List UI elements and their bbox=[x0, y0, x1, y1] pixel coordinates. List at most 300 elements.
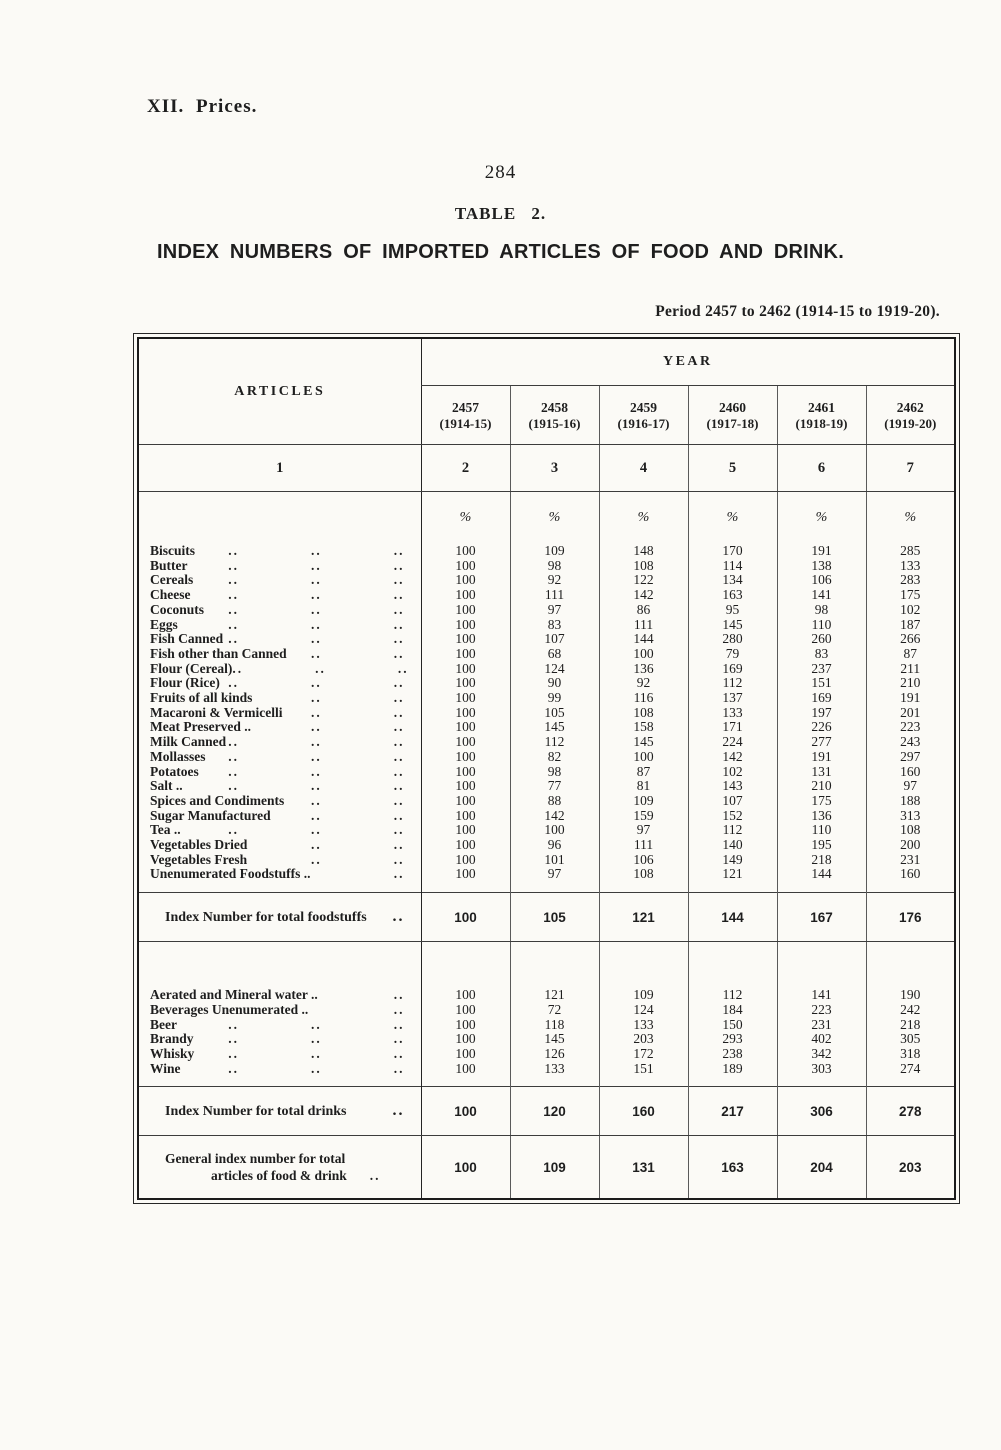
data-cell: 111 bbox=[599, 838, 688, 853]
drink-row-label-cell bbox=[138, 1032, 421, 1047]
data-cell: 97 bbox=[866, 779, 955, 794]
dot-leader: .. bbox=[228, 616, 239, 632]
year-range-label: (1916-17) bbox=[617, 415, 670, 431]
spacer-cell bbox=[421, 882, 510, 893]
article-row bbox=[138, 603, 955, 618]
dot-leader: .. bbox=[393, 987, 405, 1003]
year-period-label: 2461 bbox=[808, 399, 835, 415]
data-cell: 100 bbox=[421, 662, 510, 677]
dot-leaders bbox=[228, 1047, 420, 1062]
data-cell: 100 bbox=[421, 867, 510, 882]
dot-leaders bbox=[311, 720, 421, 735]
dot-leader: .. bbox=[228, 748, 239, 764]
data-cell: 88 bbox=[510, 794, 599, 809]
data-cell: 112 bbox=[510, 735, 599, 750]
data-cell: 95 bbox=[688, 603, 777, 618]
spacer-row bbox=[138, 1076, 955, 1087]
data-cell: 243 bbox=[866, 735, 955, 750]
article-row bbox=[138, 559, 955, 574]
article-row bbox=[138, 706, 955, 721]
article-name: Vegetables Dried bbox=[150, 837, 248, 853]
article-row bbox=[138, 573, 955, 588]
data-cell: 190 bbox=[866, 988, 955, 1003]
article-row-label-cell bbox=[138, 544, 421, 559]
data-cell: 102 bbox=[688, 765, 777, 780]
data-cell: 79 bbox=[688, 647, 777, 662]
data-cell: 122 bbox=[599, 573, 688, 588]
year-range-label: (1919-20) bbox=[884, 415, 937, 431]
article-row bbox=[138, 867, 955, 882]
table-body bbox=[138, 492, 955, 1200]
articles-column-header: ARTICLES bbox=[138, 338, 421, 445]
data-cell: 98 bbox=[510, 559, 599, 574]
data-cell: 100 bbox=[421, 750, 510, 765]
data-cell: 231 bbox=[866, 853, 955, 868]
dot-leaders bbox=[228, 765, 420, 780]
dot-leader: .. bbox=[392, 908, 405, 926]
data-cell: 100 bbox=[421, 559, 510, 574]
general-index-label-line2 bbox=[165, 1167, 421, 1184]
data-cell: 120 bbox=[510, 1087, 599, 1136]
spacer-cell bbox=[421, 1076, 510, 1087]
dot-leaders bbox=[232, 662, 424, 677]
percent-row bbox=[138, 492, 955, 545]
data-cell: 134 bbox=[688, 573, 777, 588]
data-cell: 201 bbox=[866, 706, 955, 721]
dot-leader: .. bbox=[311, 822, 322, 838]
article-row-label-cell bbox=[138, 588, 421, 603]
data-cell: 109 bbox=[510, 1136, 599, 1200]
article-row-label-cell bbox=[138, 647, 421, 662]
data-cell: 112 bbox=[688, 988, 777, 1003]
period-caption: Period 2457 to 2462 (1914-15 to 1919-20). bbox=[655, 303, 940, 320]
article-row-label-cell bbox=[138, 838, 421, 853]
table-label: TABLE 2. bbox=[454, 204, 547, 223]
data-cell: 303 bbox=[777, 1062, 866, 1077]
spacer-cell bbox=[866, 882, 955, 893]
percent-sign: % bbox=[866, 492, 955, 545]
data-cell: 160 bbox=[599, 1087, 688, 1136]
article-name: Fruits of all kinds bbox=[150, 690, 253, 706]
dot-leader: .. bbox=[311, 748, 322, 764]
data-cell: 68 bbox=[510, 647, 599, 662]
article-row-label-cell bbox=[138, 559, 421, 574]
data-cell: 92 bbox=[510, 573, 599, 588]
dot-leaders bbox=[228, 573, 420, 588]
article-name: Whisky bbox=[150, 1045, 195, 1061]
data-cell: 133 bbox=[510, 1062, 599, 1077]
data-cell: 158 bbox=[599, 720, 688, 735]
dot-leader: .. bbox=[311, 734, 322, 750]
dot-leader: .. bbox=[228, 778, 239, 794]
article-name: Milk Canned bbox=[150, 734, 227, 750]
percent-sign: % bbox=[777, 492, 866, 545]
data-cell: 97 bbox=[510, 603, 599, 618]
dot-leader: .. bbox=[393, 587, 405, 603]
dot-leader: .. bbox=[311, 1045, 322, 1061]
column-number: 5 bbox=[688, 445, 777, 492]
dot-leader: .. bbox=[393, 572, 405, 588]
dot-leader: .. bbox=[315, 660, 326, 676]
drink-row bbox=[138, 1003, 955, 1018]
data-cell: 111 bbox=[510, 588, 599, 603]
dot-leaders bbox=[311, 853, 421, 868]
article-row-label-cell bbox=[138, 867, 421, 882]
drink-row bbox=[138, 988, 955, 1003]
data-cell: 204 bbox=[777, 1136, 866, 1200]
article-name: Vegetables Fresh bbox=[150, 851, 248, 867]
data-cell: 191 bbox=[777, 544, 866, 559]
data-cell: 211 bbox=[866, 662, 955, 677]
dot-leader: .. bbox=[228, 543, 239, 558]
data-cell: 169 bbox=[777, 691, 866, 706]
data-cell: 293 bbox=[688, 1032, 777, 1047]
data-table bbox=[137, 337, 956, 1200]
dot-leader: .. bbox=[392, 1102, 405, 1120]
year-column-header bbox=[599, 386, 688, 445]
article-name: Potatoes bbox=[150, 763, 199, 779]
general-index-label-text: articles of food & drink bbox=[211, 1168, 347, 1184]
data-cell: 169 bbox=[688, 662, 777, 677]
data-cell: 109 bbox=[510, 544, 599, 559]
data-cell: 238 bbox=[688, 1047, 777, 1062]
data-cell: 100 bbox=[421, 603, 510, 618]
data-cell: 100 bbox=[421, 838, 510, 853]
year-column-header bbox=[866, 386, 955, 445]
article-name: Beer bbox=[150, 1016, 177, 1032]
data-cell: 82 bbox=[510, 750, 599, 765]
data-cell: 118 bbox=[510, 1018, 599, 1033]
dot-leader: .. bbox=[393, 675, 405, 691]
data-cell: 121 bbox=[688, 867, 777, 882]
dot-leader: .. bbox=[228, 822, 239, 838]
index-numbers-table bbox=[137, 337, 955, 1200]
percent-sign: % bbox=[688, 492, 777, 545]
data-cell: 160 bbox=[866, 867, 955, 882]
data-cell: 111 bbox=[599, 618, 688, 633]
data-cell: 108 bbox=[866, 823, 955, 838]
data-cell: 149 bbox=[688, 853, 777, 868]
general-index-row bbox=[138, 1136, 955, 1200]
data-cell: 100 bbox=[421, 1136, 510, 1200]
article-row-label-cell bbox=[138, 720, 421, 735]
drink-row bbox=[138, 1018, 955, 1033]
data-cell: 172 bbox=[599, 1047, 688, 1062]
data-cell: 101 bbox=[510, 853, 599, 868]
data-cell: 72 bbox=[510, 1003, 599, 1018]
dot-leaders bbox=[311, 706, 421, 721]
data-cell: 86 bbox=[599, 603, 688, 618]
data-cell: 285 bbox=[866, 544, 955, 559]
dot-leader: .. bbox=[393, 851, 405, 867]
data-cell: 138 bbox=[777, 559, 866, 574]
data-cell: 297 bbox=[866, 750, 955, 765]
data-cell: 133 bbox=[866, 559, 955, 574]
page-title: INDEX NUMBERS OF IMPORTED ARTICLES OF FOOD AND DRINK. bbox=[157, 241, 844, 263]
data-cell: 142 bbox=[688, 750, 777, 765]
article-row bbox=[138, 823, 955, 838]
data-cell: 97 bbox=[599, 823, 688, 838]
spacer-row bbox=[138, 882, 955, 893]
spacer-cell bbox=[777, 1076, 866, 1087]
dot-leaders bbox=[370, 1167, 421, 1184]
data-cell: 100 bbox=[421, 794, 510, 809]
data-cell: 175 bbox=[777, 794, 866, 809]
data-cell: 100 bbox=[421, 647, 510, 662]
data-cell: 140 bbox=[688, 838, 777, 853]
data-cell: 133 bbox=[688, 706, 777, 721]
dot-leader: .. bbox=[393, 616, 405, 632]
data-cell: 100 bbox=[421, 853, 510, 868]
column-numbers-row bbox=[138, 445, 955, 492]
data-cell: 100 bbox=[421, 544, 510, 559]
data-cell: 274 bbox=[866, 1062, 955, 1077]
dot-leaders bbox=[393, 908, 421, 926]
article-name: Unenumerated Foodstuffs .. bbox=[150, 866, 311, 882]
data-cell: 100 bbox=[421, 632, 510, 647]
data-cell: 136 bbox=[777, 809, 866, 824]
data-cell: 226 bbox=[777, 720, 866, 735]
data-cell: 100 bbox=[421, 1018, 510, 1033]
year-period-label: 2458 bbox=[541, 399, 568, 415]
spacer-cell bbox=[866, 1076, 955, 1087]
dot-leader: .. bbox=[393, 690, 405, 706]
article-row-label-cell bbox=[138, 750, 421, 765]
article-name: Meat Preserved .. bbox=[150, 719, 251, 735]
dot-leader: .. bbox=[393, 748, 405, 764]
article-name: Flour (Rice) bbox=[150, 675, 220, 691]
data-cell: 102 bbox=[866, 603, 955, 618]
data-cell: 170 bbox=[688, 544, 777, 559]
article-name: Macaroni & Vermicelli bbox=[150, 704, 283, 720]
data-cell: 98 bbox=[510, 765, 599, 780]
dot-leaders bbox=[228, 1062, 420, 1077]
percent-row-label-cell bbox=[138, 492, 421, 545]
article-row-label-cell bbox=[138, 603, 421, 618]
spacer-cell bbox=[510, 1076, 599, 1087]
article-row-label-cell bbox=[138, 823, 421, 838]
data-cell: 402 bbox=[777, 1032, 866, 1047]
dot-leaders bbox=[393, 1102, 421, 1120]
dot-leader: .. bbox=[311, 601, 322, 617]
data-cell: 96 bbox=[510, 838, 599, 853]
data-cell: 100 bbox=[421, 706, 510, 721]
article-row-label-cell bbox=[138, 853, 421, 868]
dot-leader: .. bbox=[228, 1060, 239, 1076]
article-name: Tea .. bbox=[150, 822, 181, 838]
data-cell: 108 bbox=[599, 867, 688, 882]
dot-leader: .. bbox=[393, 778, 405, 794]
data-cell: 110 bbox=[777, 823, 866, 838]
data-cell: 144 bbox=[777, 867, 866, 882]
dot-leader: .. bbox=[228, 587, 239, 603]
data-cell: 191 bbox=[777, 750, 866, 765]
data-cell: 191 bbox=[866, 691, 955, 706]
drink-row-label-cell bbox=[138, 988, 421, 1003]
data-cell: 176 bbox=[866, 893, 955, 942]
data-cell: 167 bbox=[777, 893, 866, 942]
data-cell: 121 bbox=[599, 893, 688, 942]
data-cell: 223 bbox=[777, 1003, 866, 1018]
data-cell: 105 bbox=[510, 893, 599, 942]
article-row-label-cell bbox=[138, 735, 421, 750]
data-cell: 100 bbox=[421, 779, 510, 794]
dot-leaders bbox=[228, 1032, 420, 1047]
dot-leader: .. bbox=[311, 557, 322, 573]
dot-leader: .. bbox=[311, 792, 322, 808]
drink-row-label-cell bbox=[138, 1047, 421, 1062]
dot-leader: .. bbox=[393, 1045, 405, 1061]
article-row bbox=[138, 588, 955, 603]
data-cell: 141 bbox=[777, 588, 866, 603]
data-cell: 83 bbox=[510, 618, 599, 633]
data-cell: 108 bbox=[599, 706, 688, 721]
total-drinks-label-cell bbox=[138, 1087, 421, 1136]
data-cell: 87 bbox=[866, 647, 955, 662]
data-cell: 231 bbox=[777, 1018, 866, 1033]
dot-leader: .. bbox=[311, 807, 322, 823]
article-row bbox=[138, 632, 955, 647]
data-cell: 114 bbox=[688, 559, 777, 574]
article-row bbox=[138, 853, 955, 868]
dot-leaders bbox=[228, 603, 420, 618]
column-number: 4 bbox=[599, 445, 688, 492]
dot-leader: .. bbox=[393, 866, 405, 882]
data-cell: 100 bbox=[421, 588, 510, 603]
dot-leader: .. bbox=[228, 601, 239, 617]
spacer-cell bbox=[688, 942, 777, 989]
article-name: Salt .. bbox=[150, 778, 183, 794]
spacer-cell bbox=[688, 1076, 777, 1087]
dot-leader: .. bbox=[393, 704, 405, 720]
dot-leader: .. bbox=[393, 719, 405, 735]
data-cell: 131 bbox=[777, 765, 866, 780]
year-column-header bbox=[510, 386, 599, 445]
data-cell: 87 bbox=[599, 765, 688, 780]
dot-leader: .. bbox=[228, 734, 239, 750]
dot-leader: .. bbox=[311, 851, 322, 867]
data-cell: 99 bbox=[510, 691, 599, 706]
data-cell: 133 bbox=[599, 1018, 688, 1033]
data-cell: 187 bbox=[866, 618, 955, 633]
column-number: 3 bbox=[510, 445, 599, 492]
data-cell: 131 bbox=[599, 1136, 688, 1200]
general-index-label-line1: General index number for total bbox=[165, 1151, 346, 1167]
data-cell: 100 bbox=[421, 1047, 510, 1062]
dot-leaders bbox=[228, 588, 420, 603]
dot-leaders bbox=[228, 735, 420, 750]
data-cell: 106 bbox=[777, 573, 866, 588]
year-column-header bbox=[777, 386, 866, 445]
dot-leader: .. bbox=[393, 543, 405, 558]
data-cell: 108 bbox=[599, 559, 688, 574]
dot-leader: .. bbox=[228, 572, 239, 588]
dot-leaders bbox=[228, 632, 420, 647]
spacer-cell bbox=[866, 942, 955, 989]
data-cell: 142 bbox=[510, 809, 599, 824]
data-cell: 107 bbox=[688, 794, 777, 809]
data-cell: 100 bbox=[421, 823, 510, 838]
dot-leader: .. bbox=[311, 1031, 322, 1047]
general-index-label-cell bbox=[138, 1136, 421, 1200]
spacer-cell bbox=[777, 942, 866, 989]
data-cell: 100 bbox=[421, 676, 510, 691]
dot-leaders bbox=[228, 779, 420, 794]
article-name: Index Number for total drinks bbox=[165, 1104, 347, 1120]
article-name: Fish other than Canned bbox=[150, 645, 287, 661]
data-cell: 105 bbox=[510, 706, 599, 721]
data-cell: 306 bbox=[777, 1087, 866, 1136]
data-cell: 144 bbox=[688, 893, 777, 942]
data-cell: 110 bbox=[777, 618, 866, 633]
data-cell: 223 bbox=[866, 720, 955, 735]
data-cell: 77 bbox=[510, 779, 599, 794]
article-row bbox=[138, 544, 955, 559]
year-range-label: (1917-18) bbox=[706, 415, 759, 431]
dot-leaders bbox=[228, 750, 420, 765]
data-cell: 224 bbox=[688, 735, 777, 750]
spacer-cell bbox=[777, 882, 866, 893]
dot-leader: .. bbox=[393, 1060, 405, 1076]
year-period-label: 2460 bbox=[719, 399, 746, 415]
data-cell: 218 bbox=[777, 853, 866, 868]
article-row bbox=[138, 735, 955, 750]
dot-leader: .. bbox=[311, 763, 322, 779]
data-cell: 97 bbox=[510, 867, 599, 882]
total-foodstuffs-label-cell bbox=[138, 893, 421, 942]
data-cell: 203 bbox=[866, 1136, 955, 1200]
dot-leaders bbox=[228, 559, 420, 574]
article-row bbox=[138, 691, 955, 706]
data-cell: 141 bbox=[777, 988, 866, 1003]
data-cell: 184 bbox=[688, 1003, 777, 1018]
data-cell: 160 bbox=[866, 765, 955, 780]
data-cell: 100 bbox=[421, 1003, 510, 1018]
dot-leader: .. bbox=[369, 1168, 381, 1184]
article-row bbox=[138, 662, 955, 677]
dot-leader: .. bbox=[393, 837, 405, 853]
drink-row-label-cell bbox=[138, 1062, 421, 1077]
dot-leader: .. bbox=[311, 631, 322, 647]
article-row bbox=[138, 794, 955, 809]
column-number: 2 bbox=[421, 445, 510, 492]
year-range-label: (1915-16) bbox=[528, 415, 581, 431]
dot-leader: .. bbox=[311, 1016, 322, 1032]
article-name: Spices and Condiments bbox=[150, 792, 285, 808]
dot-leader: .. bbox=[393, 1016, 405, 1032]
spacer-cell bbox=[688, 882, 777, 893]
data-cell: 210 bbox=[777, 779, 866, 794]
article-name: Cereals bbox=[150, 572, 194, 588]
spacer-cell bbox=[421, 942, 510, 989]
dot-leader: .. bbox=[393, 763, 405, 779]
dot-leader: .. bbox=[393, 645, 405, 661]
article-name: Brandy bbox=[150, 1031, 194, 1047]
data-cell: 305 bbox=[866, 1032, 955, 1047]
article-row bbox=[138, 750, 955, 765]
dot-leader: .. bbox=[311, 690, 322, 706]
dot-leaders bbox=[228, 676, 420, 691]
article-row-label-cell bbox=[138, 706, 421, 721]
data-cell: 112 bbox=[688, 676, 777, 691]
data-cell: 100 bbox=[421, 809, 510, 824]
dot-leader: .. bbox=[393, 792, 405, 808]
data-cell: 159 bbox=[599, 809, 688, 824]
dot-leaders bbox=[228, 1018, 420, 1033]
dot-leader: .. bbox=[393, 601, 405, 617]
spacer-cell bbox=[599, 1076, 688, 1087]
dot-leader: .. bbox=[393, 557, 405, 573]
